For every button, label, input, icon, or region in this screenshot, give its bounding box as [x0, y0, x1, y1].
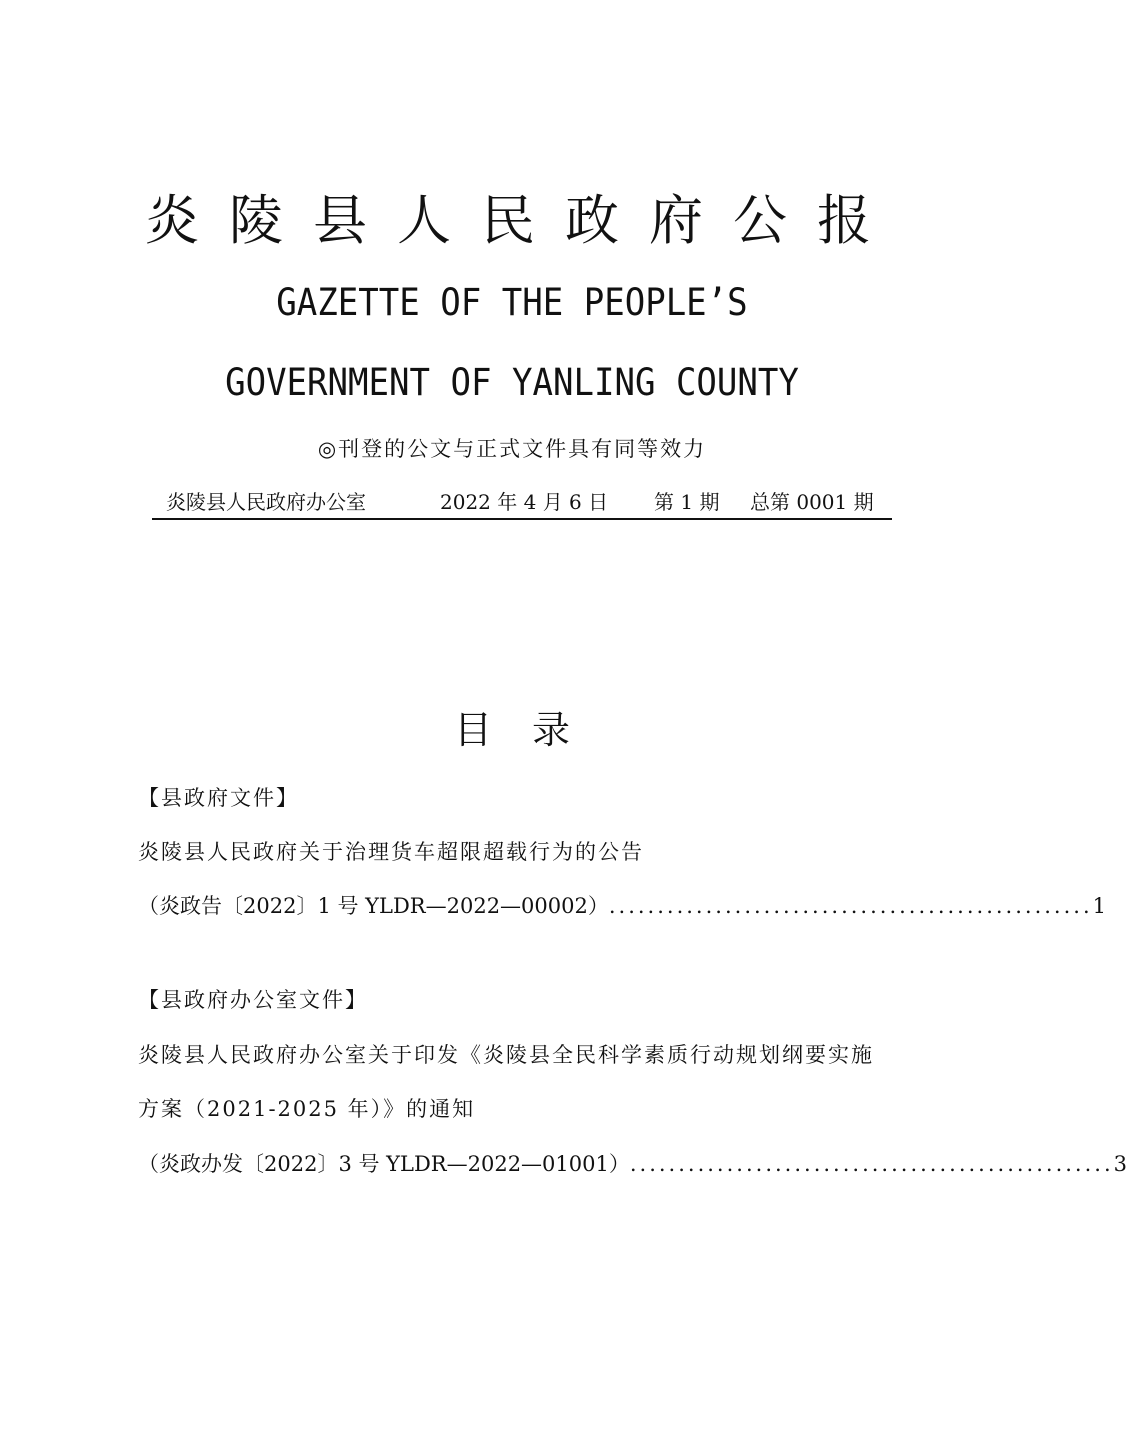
- masthead-line: [152, 486, 892, 520]
- toc-entry-reference: （炎政办发〔2022〕3 号 YLDR—2022—01001）: [138, 1152, 630, 1176]
- validity-notice: ◎刊登的公文与正式文件具有同等效力: [317, 437, 707, 461]
- total-issue-number: 总第 0001 期: [750, 490, 874, 514]
- gazette-title-english-line1: GAZETTE OF THE PEOPLE’S: [276, 281, 748, 324]
- toc-page-number: 3: [1113, 1152, 1127, 1176]
- toc-page-number: 1: [1092, 894, 1106, 918]
- toc-entry-reference-row[interactable]: [138, 890, 1106, 922]
- toc-section-heading: 【县政府办公室文件】: [138, 988, 368, 1012]
- toc-leader-dots: ..................................................: [629, 1152, 1114, 1176]
- issue-number: 第 1 期: [654, 490, 720, 514]
- gazette-title-english-line2: GOVERNMENT OF YANLING COUNTY: [225, 361, 799, 404]
- toc-title: 目录: [453, 708, 610, 752]
- toc-entry-title-continued[interactable]: 方案（2021-2025 年）》的通知: [138, 1097, 476, 1121]
- issuing-office: 炎陵县人民政府办公室: [166, 490, 366, 514]
- toc-section-heading: 【县政府文件】: [138, 786, 299, 810]
- toc-entry-reference: （炎政告〔2022〕1 号 YLDR—2022—00002）: [138, 894, 609, 918]
- toc-entry-title[interactable]: 炎陵县人民政府关于治理货车超限超载行为的公告: [138, 840, 644, 864]
- toc-entry-title[interactable]: 炎陵县人民政府办公室关于印发《炎陵县全民科学素质行动规划纲要实施: [138, 1043, 874, 1067]
- gazette-title-chinese: 炎陵县人民政府公报: [145, 189, 901, 252]
- toc-leader-dots: ..................................................: [608, 894, 1093, 918]
- issue-date: 2022 年 4 月 6 日: [440, 490, 609, 514]
- toc-entry-reference-row[interactable]: [138, 1148, 1127, 1180]
